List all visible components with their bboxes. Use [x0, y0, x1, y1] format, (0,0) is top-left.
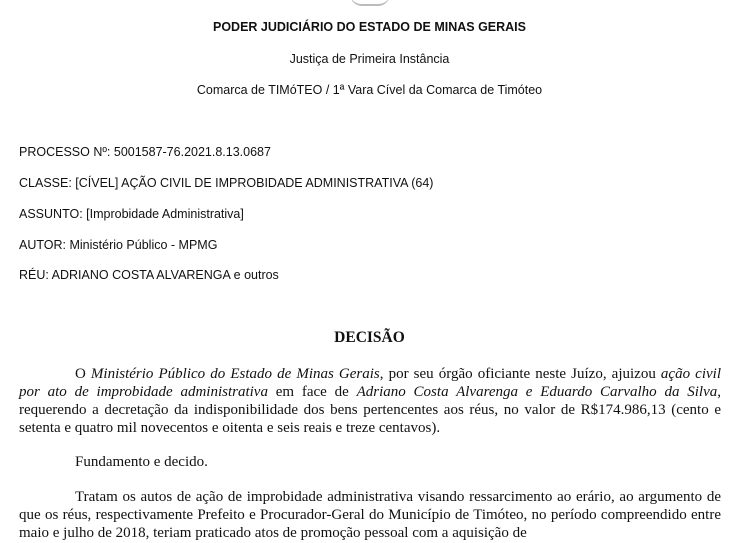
paragraph-3: Tratam os autos de ação de improbidade administrativa visando ressarcimento ao erário, ao argumento de que os réus, respectivamente Prefeito e Procurador-Geral do Município de Timóteo, no período compreendido entre maio e julho de 2018, teriam praticado atos de promoção pessoal com a aquisição de — [19, 489, 721, 541]
case-class: CLASSE: [CÍVEL] AÇÃO CIVIL DE IMPROBIDADE ADMINISTRATIVA (64) — [19, 176, 434, 190]
decision-title: DECISÃO — [334, 329, 405, 346]
p1-text-3: em face de — [267, 384, 357, 400]
instance-name: Justiça de Primeira Instância — [289, 52, 450, 66]
paragraph-1 — [19, 365, 721, 437]
court-name: PODER JUDICIÁRIO DO ESTADO DE MINAS GERAIS — [213, 20, 526, 34]
coat-of-arms-fragment — [350, 0, 390, 6]
comarca-name: Comarca de TIMóTEO / 1ª Vara Cível da Comarca de Timóteo — [196, 83, 543, 97]
p1-italic-1: Ministério Público do Estado de Minas Gerais — [90, 366, 380, 382]
p1-italic-3: Adriano Costa Alvarenga e Eduardo Carvalho da Silva — [356, 384, 718, 400]
case-number: PROCESSO Nº: 5001587-76.2021.8.13.0687 — [19, 145, 271, 159]
p1-text-4: , requerendo a decretação da indisponibilidade dos bens pertencentes aos réus, no valor de R$174.986,13 (cento e setenta e quatro mil novecentos e oitenta e seis reais e treze centavos). — [19, 384, 722, 436]
p1-text-1: O — [75, 366, 91, 382]
case-defendant: RÉU: ADRIANO COSTA ALVARENGA e outros — [19, 268, 279, 282]
p1-italic-2: ação civil por ato de improbidade administrativa — [19, 366, 721, 400]
p1-text-2: , por seu órgão oficiante neste Juízo, ajuizou — [379, 366, 661, 382]
paragraph-2: Fundamento e decido. — [75, 454, 208, 470]
case-subject: ASSUNTO: [Improbidade Administrativa] — [19, 207, 244, 221]
case-plaintiff: AUTOR: Ministério Público - MPMG — [19, 238, 218, 252]
